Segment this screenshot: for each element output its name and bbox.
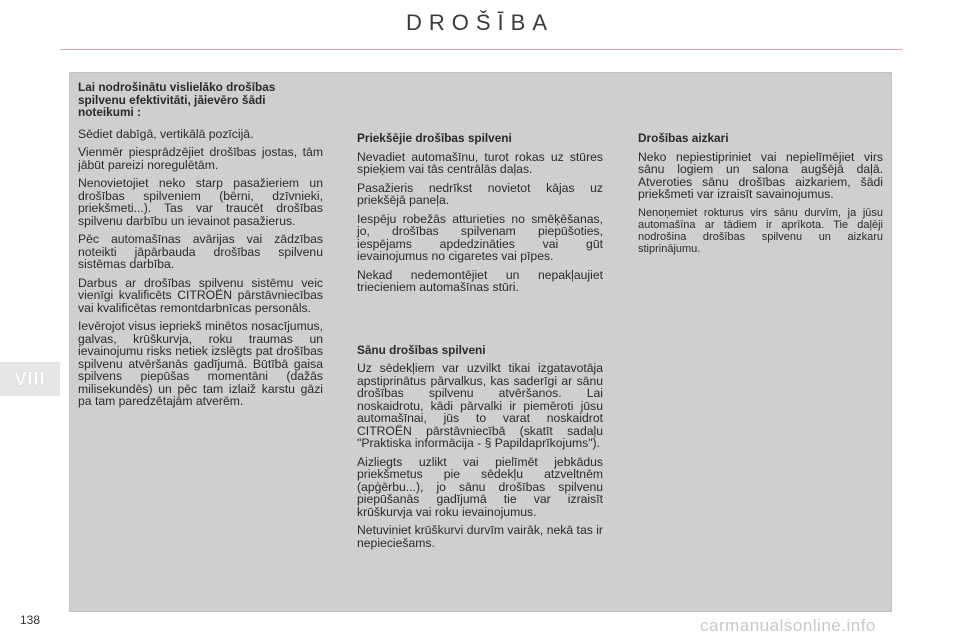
- front-airbags-paragraph: Nekad nedemontējiet un nepakļaujiet triecieniem automašīnas stūri.: [357, 267, 603, 294]
- title-divider: [60, 49, 902, 50]
- rules-paragraph: Pēc automašīnas avārijas vai zādzības noteikti jāpārbauda drošības spilvenu sistēmas darbība.: [78, 232, 323, 271]
- column-airbags: [357, 132, 603, 555]
- side-airbags-paragraph: Netuviniet krūškurvi durvīm vairāk, nekā tas ir nepieciešams.: [357, 523, 603, 550]
- rules-paragraph: Darbus ar drošības spilvenu sistēmu veic vienīgi kvalificēts CITROËN pārstāvniecības vai kvalificētas remontdarbnīcas personāls.: [78, 275, 323, 315]
- side-airbags-paragraph: Uz sēdekļiem var uzvilkt tikai izgatavotāja apstiprinātus pārvalkus, kas saderīgi ar sānu drošības spilvenu atvēršanos. Lai noskaidrotu, kādi pārvalki ir piemēroti jūsu automašīnai, jūs to varat noskaidrot CITROËN pārstāvniecībā (skatīt sadaļu "Praktiska informācija - § Papildaprīkojums").: [357, 361, 603, 450]
- front-airbags-paragraph: Nevadiet automašīnu, turot rokas uz stūres spieķiem vai tās centrālās daļas.: [357, 149, 603, 176]
- column-curtain-airbags: [638, 132, 883, 261]
- front-airbags-heading: Priekšējie drošības spilveni: [357, 131, 512, 145]
- page-title: DROŠĪBA: [405, 10, 555, 35]
- curtain-airbags-paragraph: Neko nepiestipriniet vai nepielīmējiet virs sānu logiem un salona augšējā daļā. Atveroties sānu drošības aizkariem, šādi priekšmeti var izraisīt savainojumus.: [638, 149, 883, 201]
- rules-paragraph: Ievērojot visus iepriekš minētos nosacījumus, galvas, krūškurvja, roku traumas un ievainojumu risks netiek izslēgts pat drošības spilvenu atvēršanās gadījumā. Būtībā gaisa spilvens piepūšas momentāni (dažās milisekundēs) un pēc tam izlaiž karstu gāzi pa tam paredzētajām atverēm.: [78, 319, 323, 408]
- watermark: carmanualsonline.info: [700, 616, 876, 635]
- curtain-airbags-paragraph: Nenoņemiet rokturus virs sānu durvīm, ja jūsu automašīna ar tādiem ir aprīkota. Tie daļēji nodrošina drošības spilvenu un aizkaru stiprinājumu.: [638, 206, 883, 256]
- front-airbags-paragraph: Pasažieris nedrīkst novietot kājas uz priekšējā paneļa.: [357, 180, 603, 207]
- chapter-tab: VIII: [0, 362, 60, 396]
- side-airbags-paragraph: Aizliegts uzlikt vai pielīmēt jebkādus priekšmetus pie sēdekļu atzveltnēm (apģērbu...), jo sānu drošības spilvenu piepūšanās gadījumā tie var izraisīt krūškurvja vai roku ievainojumus.: [357, 454, 603, 519]
- curtain-airbags-heading: Drošības aizkari: [638, 131, 729, 145]
- side-airbags-heading: Sānu drošības spilveni: [357, 342, 486, 357]
- page-number: 138: [20, 613, 41, 627]
- rules-paragraph: Nenovietojiet neko starp pasažieriem un drošības spilveniem (bērni, dzīvnieki, priekšmeti...). Tas var traucēt drošības spilvenu darbību un ievainot pasažierus.: [78, 176, 323, 228]
- rules-paragraph: Sēdiet dabīgā, vertikālā pozīcijā.: [78, 126, 254, 141]
- front-airbags-paragraph: Iespēju robežās atturieties no smēķēšanas, jo, drošības spilvenam piepūšoties, iespējams apdedzināties vai gūt ievainojumus no cigaretes vai pīpes.: [357, 211, 603, 263]
- info-panel: [69, 72, 892, 612]
- rules-heading: Lai nodrošinātu vislielāko drošības spilvenu efektivitāti, jāievēro šādi noteikumi :: [78, 80, 276, 119]
- rules-paragraph: Vienmēr piesprādzējiet drošības jostas, tām jābūt pareizi noregulētām.: [78, 145, 323, 172]
- column-general-rules: [78, 81, 323, 414]
